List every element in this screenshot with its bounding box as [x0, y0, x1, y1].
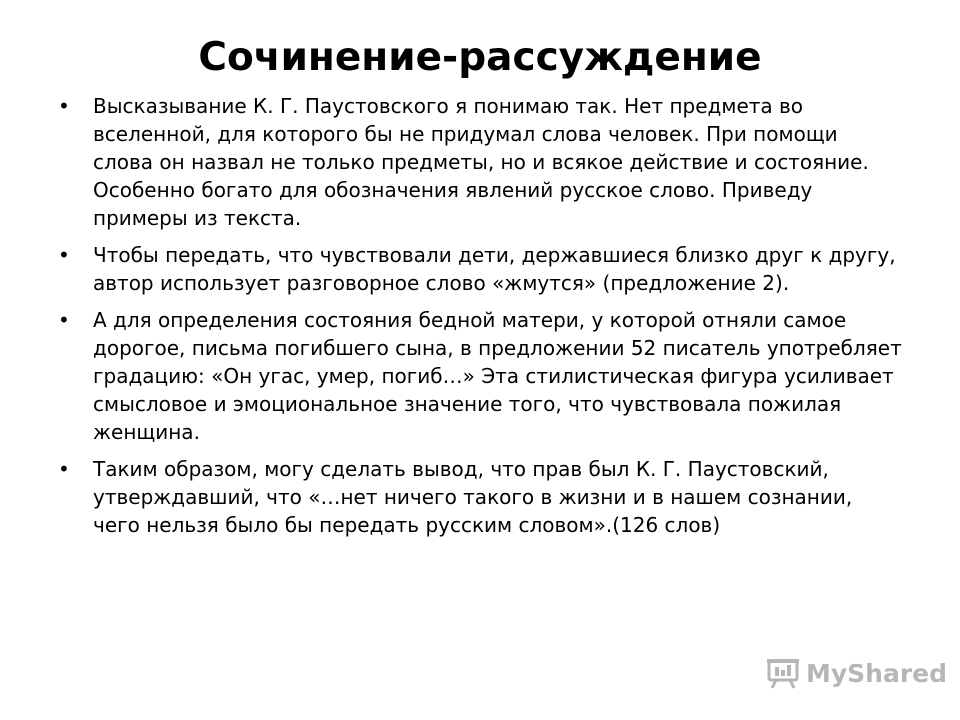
bullet-marker: • [58, 457, 70, 481]
slide-title: Сочинение-рассуждение [198, 35, 762, 80]
bullet-item [52, 92, 902, 232]
bullet-item [52, 241, 902, 297]
bullet-text: Таким образом, могу сделать вывод, что прав был К. Г. Паустовский, утверждавший, что «…нет ничего такого в жизни и в нашем сознании, чего нельзя было бы передать русским словом».(126 слов) [93, 457, 853, 537]
bullet-marker: • [58, 94, 70, 118]
bullet-item [52, 455, 902, 539]
presentation-board-icon [766, 656, 800, 690]
bullet-text: Чтобы передать, что чувствовали дети, державшиеся близко друг к другу, автор использует разговорное слово «жмутся» (предложение 2). [93, 243, 896, 295]
bullet-text: Высказывание К. Г. Паустовского я понимаю так. Нет предмета во вселенной, для которого бы не придумал слова человек. При помощи слова он назвал не только предметы, но и всякое действие и состояние. Особенно богато для обозначения явлений русское слово. Приведу примеры из текста. [93, 94, 869, 230]
watermark-text: MyShared [806, 658, 948, 688]
bullet-marker: • [58, 308, 70, 332]
watermark-logo [766, 654, 947, 692]
bullet-marker: • [58, 243, 70, 267]
bullet-item [52, 306, 902, 446]
bullet-text: А для определения состояния бедной матери, у которой отняли самое дорогое, письма погибшего сына, в предложении 52 писатель употребляет градацию: «Он угас, умер, погиб…» Эта стилистическая фигура усиливает смысловое и эмоциональное значение того, что чувствовала пожилая женщина. [93, 308, 902, 444]
bullet-list [52, 92, 902, 548]
